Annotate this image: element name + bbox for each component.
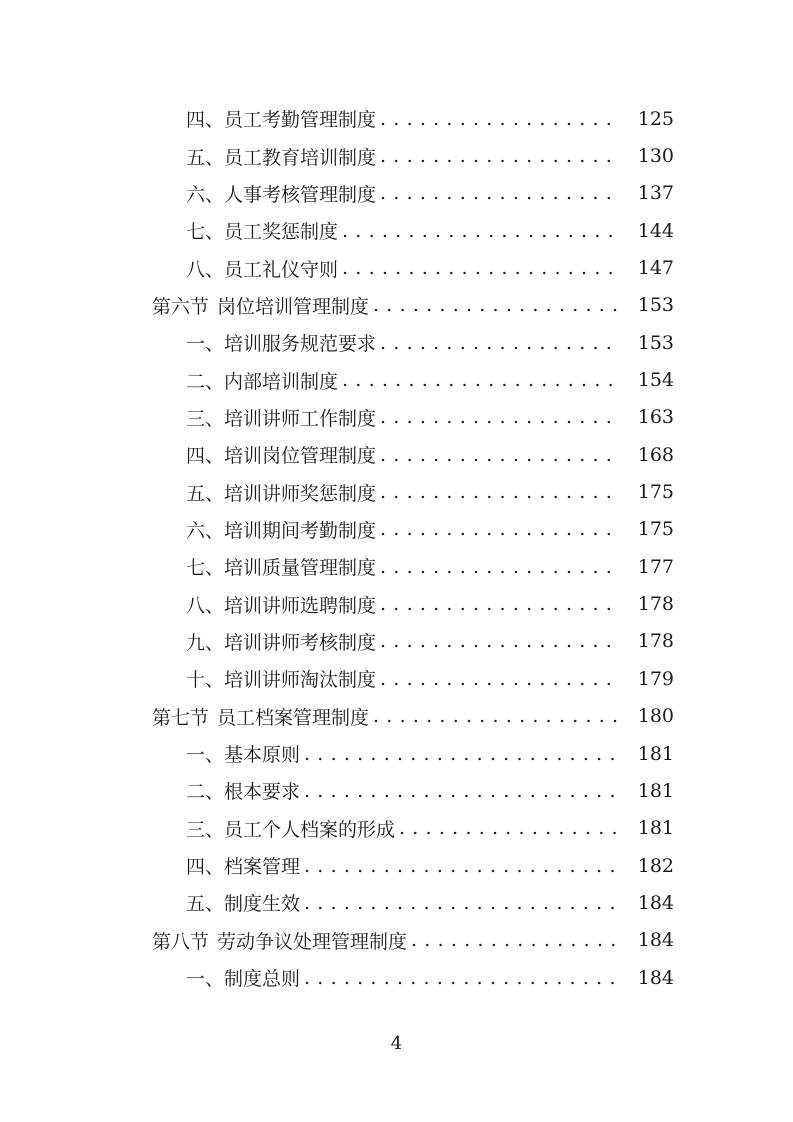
toc-entry-title: 档案管理 [224, 856, 301, 879]
toc-dot-leader [342, 220, 620, 242]
toc-subsection-entry[interactable] [0, 548, 793, 585]
toc-entry-page: 184 [637, 966, 674, 989]
toc-dot-leader [380, 145, 620, 167]
page-number: 4 [390, 1033, 403, 1054]
toc-section-entry[interactable] [0, 287, 793, 324]
toc-entry-number: 一、 [186, 744, 225, 767]
toc-dot-leader [380, 182, 620, 204]
toc-entry-title: 劳动争议处理管理制度 [217, 930, 408, 953]
toc-dot-leader [380, 406, 620, 428]
toc-entry-title: 培训期间考勤制度 [224, 519, 377, 542]
toc-entry-title: 员工礼仪守则 [224, 258, 339, 281]
toc-entry-number: 一、 [186, 333, 225, 356]
toc-entry-title: 内部培训制度 [224, 370, 339, 393]
toc-subsection-entry[interactable] [0, 585, 793, 622]
toc-subsection-entry[interactable] [0, 399, 793, 436]
toc-entry-number: 四、 [186, 856, 225, 879]
toc-dot-leader [380, 593, 620, 615]
toc-entry-number: 一、 [186, 968, 225, 991]
toc-section-entry[interactable] [0, 698, 793, 735]
toc-entry-title: 员工个人档案的形成 [224, 818, 396, 841]
toc-entry-page: 130 [637, 145, 674, 168]
toc-dot-leader [373, 705, 620, 727]
toc-dot-leader [399, 817, 620, 839]
toc-dot-leader [304, 780, 620, 802]
toc-subsection-entry[interactable] [0, 473, 793, 510]
toc-dot-leader [304, 855, 620, 877]
toc-entry-title: 制度总则 [224, 968, 301, 991]
toc-entry-page: 179 [637, 667, 674, 690]
toc-entry-number: 五、 [186, 893, 225, 916]
toc-entry-page: 153 [637, 331, 674, 354]
toc-dot-leader [342, 369, 620, 391]
table-of-contents [0, 100, 793, 996]
toc-dot-leader [380, 444, 620, 466]
toc-entry-page: 125 [637, 107, 674, 130]
toc-entry-title: 培训讲师考核制度 [224, 631, 377, 654]
toc-entry-title: 岗位培训管理制度 [217, 295, 370, 318]
toc-entry-number: 七、 [186, 221, 225, 244]
toc-entry-title: 员工档案管理制度 [217, 706, 370, 729]
toc-entry-number: 第七节 [152, 706, 210, 729]
toc-subsection-entry[interactable] [0, 884, 793, 921]
toc-entry-title: 员工考勤管理制度 [224, 109, 377, 132]
toc-entry-page: 184 [637, 929, 674, 952]
toc-entry-number: 六、 [186, 519, 225, 542]
toc-entry-page: 181 [637, 742, 674, 765]
toc-entry-title: 培训讲师选聘制度 [224, 594, 377, 617]
toc-entry-title: 制度生效 [224, 893, 301, 916]
toc-entry-title: 培训讲师淘汰制度 [224, 669, 377, 692]
toc-entry-number: 二、 [186, 781, 225, 804]
toc-subsection-entry[interactable] [0, 660, 793, 697]
toc-entry-number: 八、 [186, 258, 225, 281]
toc-subsection-entry[interactable] [0, 436, 793, 473]
toc-dot-leader [380, 332, 620, 354]
toc-entry-page: 175 [637, 481, 674, 504]
toc-entry-title: 员工奖惩制度 [224, 221, 339, 244]
toc-entry-title: 根本要求 [224, 781, 301, 804]
toc-entry-title: 员工教育培训制度 [224, 146, 377, 169]
toc-entry-page: 184 [637, 891, 674, 914]
toc-entry-page: 181 [637, 817, 674, 840]
toc-entry-number: 第八节 [152, 930, 210, 953]
toc-dot-leader [411, 929, 620, 951]
toc-subsection-entry[interactable] [0, 212, 793, 249]
toc-entry-page: 177 [637, 555, 674, 578]
toc-entry-title: 培训服务规范要求 [224, 333, 377, 356]
toc-entry-number: 二、 [186, 370, 225, 393]
toc-subsection-entry[interactable] [0, 735, 793, 772]
toc-entry-page: 178 [637, 593, 674, 616]
toc-entry-page: 178 [637, 630, 674, 653]
toc-entry-number: 五、 [186, 482, 225, 505]
toc-entry-number: 第六节 [152, 295, 210, 318]
toc-entry-number: 十、 [186, 669, 225, 692]
toc-subsection-entry[interactable] [0, 175, 793, 212]
toc-dot-leader [304, 892, 620, 914]
toc-entry-page: 182 [637, 854, 674, 877]
toc-entry-title: 培训讲师奖惩制度 [224, 482, 377, 505]
toc-entry-page: 175 [637, 518, 674, 541]
toc-entry-title: 培训质量管理制度 [224, 557, 377, 580]
toc-entry-title: 培训岗位管理制度 [224, 445, 377, 468]
toc-dot-leader [304, 743, 620, 765]
toc-dot-leader [342, 257, 620, 279]
toc-section-entry[interactable] [0, 922, 793, 959]
toc-dot-leader [380, 481, 620, 503]
toc-subsection-entry[interactable] [0, 249, 793, 286]
toc-entry-number: 七、 [186, 557, 225, 580]
toc-subsection-entry[interactable] [0, 137, 793, 174]
toc-dot-leader [380, 556, 620, 578]
toc-entry-page: 153 [637, 294, 674, 317]
toc-dot-leader [380, 630, 620, 652]
toc-dot-leader [380, 518, 620, 540]
toc-subsection-entry[interactable] [0, 847, 793, 884]
toc-entry-page: 168 [637, 443, 674, 466]
toc-entry-page: 181 [637, 779, 674, 802]
toc-subsection-entry[interactable] [0, 324, 793, 361]
toc-subsection-entry[interactable] [0, 810, 793, 847]
toc-subsection-entry[interactable] [0, 772, 793, 809]
toc-entry-title: 人事考核管理制度 [224, 183, 377, 206]
toc-entry-number: 三、 [186, 818, 225, 841]
toc-entry-number: 八、 [186, 594, 225, 617]
toc-dot-leader [304, 967, 620, 989]
toc-entry-page: 147 [637, 257, 674, 280]
toc-subsection-entry[interactable] [0, 511, 793, 548]
toc-entry-title: 培训讲师工作制度 [224, 407, 377, 430]
toc-dot-leader [373, 294, 620, 316]
toc-entry-number: 四、 [186, 109, 225, 132]
toc-entry-page: 144 [637, 219, 674, 242]
toc-entry-page: 180 [637, 705, 674, 728]
toc-entry-page: 163 [637, 406, 674, 429]
toc-subsection-entry[interactable] [0, 361, 793, 398]
toc-entry-number: 五、 [186, 146, 225, 169]
toc-subsection-entry[interactable] [0, 623, 793, 660]
toc-subsection-entry[interactable] [0, 100, 793, 137]
toc-dot-leader [380, 668, 620, 690]
toc-entry-number: 九、 [186, 631, 225, 654]
toc-entry-page: 137 [637, 182, 674, 205]
toc-dot-leader [380, 108, 620, 130]
toc-entry-number: 四、 [186, 445, 225, 468]
toc-entry-title: 基本原则 [224, 744, 301, 767]
toc-entry-number: 六、 [186, 183, 225, 206]
toc-entry-page: 154 [637, 369, 674, 392]
toc-entry-number: 三、 [186, 407, 225, 430]
toc-subsection-entry[interactable] [0, 959, 793, 996]
